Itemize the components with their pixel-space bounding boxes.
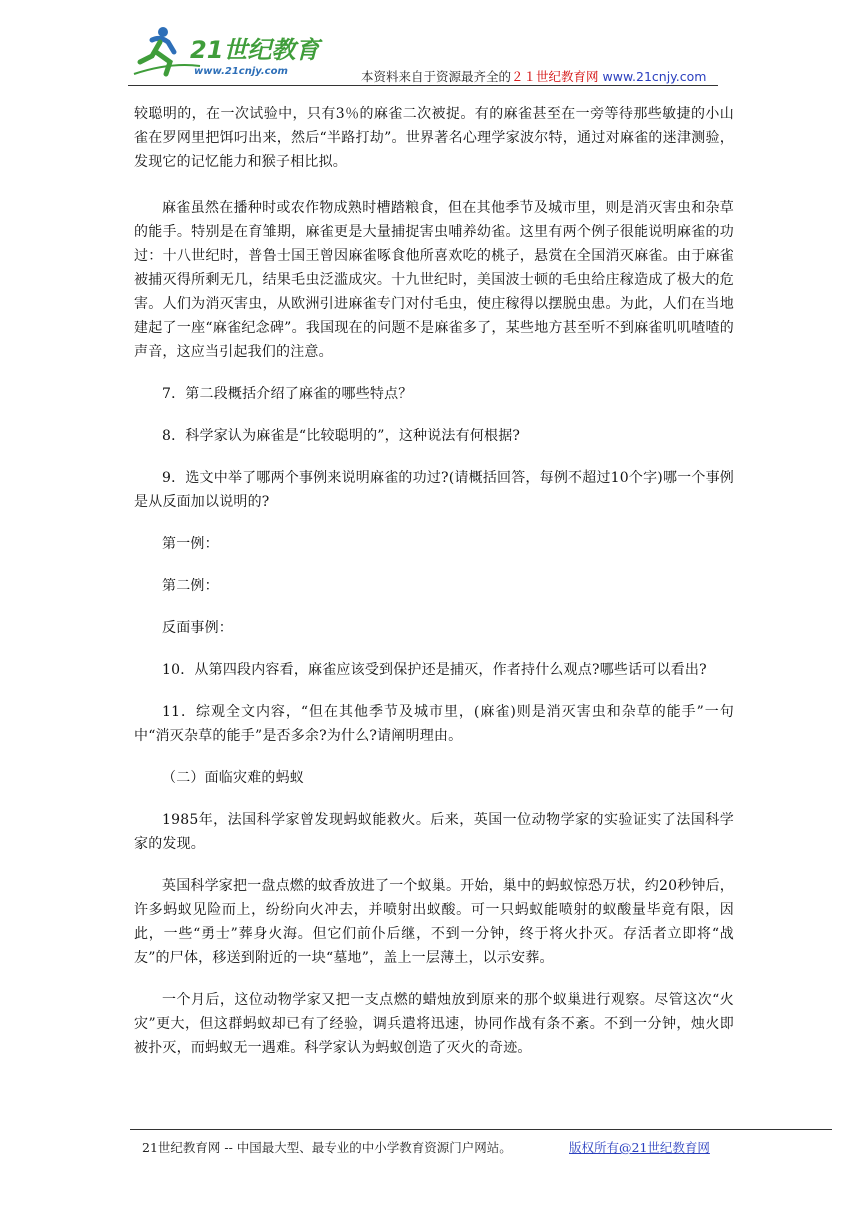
header-site-link[interactable]: ２１世纪教育网 [511,69,599,84]
paragraph-ants-candle: 一个月后，这位动物学家又把一支点燃的蜡烛放到原来的那个蚁巢进行观察。尽管这次“火灾”更大，但这群蚂蚁却已有了经验，调兵遣将迅速，协同作战有条不紊。不到一分钟，烛火即被扑灭，而蚂蚁无一遇难。科学家认为蚂蚁创造了灭火的奇迹。 [134,992,734,1056]
footer-site-text: 21世纪教育网 -- 中国最大型、最专业的中小学教育资源门户网站。 [142,1140,512,1155]
header-divider [128,85,718,86]
section-title-ants: （二）面临灾难的蚂蚁 [162,770,304,786]
header-note-prefix: 本资料来自于资源最齐全的 [361,69,512,84]
question-10: 10．从第四段内容看，麻雀应该受到保护还是捕灭，作者持什么观点?哪些话可以看出? [162,662,707,678]
paragraph-ants-experiment: 英国科学家把一盘点燃的蚊香放进了一个蚁巢。开始，巢中的蚂蚁惊恐万状，约20秒钟后，许多蚂蚁见险而上，纷纷向火冲去，并喷射出蚁酸。可一只蚂蚁能喷射的蚁酸量毕竟有限，因此，一些“勇士”葬身火海。但它们前仆后继，不到一分钟，终于将火扑灭。存活者立即将“战友”的尸体，移送到附近的一块“墓地”，盖上一层薄土，以示安葬。 [134,878,735,966]
document-body [134,102,734,1060]
footer-divider [130,1129,832,1130]
answer-second-example: 第二例： [162,578,219,594]
question-8: 8．科学家认为麻雀是“比较聪明的”，这种说法有何根据? [162,428,521,444]
logo-url: www.21cnjy.com [194,66,288,77]
paragraph-sparrow-merits: 麻雀虽然在播种时或农作物成熟时槽踏粮食，但在其他季节及城市里，则是消灭害虫和杂草的能手。特别是在育雏期，麻雀更是大量捕捉害虫哺养幼雀。这里有两个例子很能说明麻雀的功过：十八世纪时，普鲁士国王曾因麻雀啄食他所喜欢吃的桃子，悬赏在全国消灭麻雀。由于麻雀被捕灭得所剩无几，结果毛虫泛滥成灾。十九世纪时，美国波士顿的毛虫给庄稼造成了极大的危害。人们为消灭害虫，从欧洲引进麻雀专门对付毛虫，使庄稼得以摆脱虫患。为此，人们在当地建起了一座“麻雀纪念碑”。我国现在的问题不是麻雀多了，某些地方甚至听不到麻雀叽叽喳喳的声音，这应当引起我们的注意。 [134,200,734,360]
footer-copyright-link[interactable]: 版权所有@21世纪教育网 [569,1140,710,1155]
question-9: 9．选文中举了哪两个事例来说明麻雀的功过?(请概括回答，每例不超过10个字)哪一个事例是从反面加以说明的? [134,470,734,510]
header-note [361,67,706,85]
answer-first-example: 第一例： [162,536,219,552]
page-header [0,0,860,92]
site-logo[interactable] [130,22,340,86]
paragraph-continued: 较聪明的，在一次试验中，只有3％的麻雀二次被捉。有的麻雀甚至在一旁等待那些敏捷的小山雀在罗网里把饵叼出来，然后“半路打劫”。世界著名心理学家波尔特，通过对麻雀的迷津测验，发现它的记忆能力和猴子相比拟。 [134,106,734,170]
question-7: 7．第二段概括介绍了麻雀的哪些特点？ [162,386,413,402]
header-url-link[interactable]: www.21cnjy.com [602,69,707,84]
paragraph-ants-intro: 1985年，法国科学家曾发现蚂蚁能救火。后来，英国一位动物学家的实验证实了法国科学家的发现。 [134,812,734,852]
logo-text: 21世纪教育 [190,36,320,64]
question-11: 11．综观全文内容，“但在其他季节及城市里，(麻雀)则是消灭害虫和杂草的能手”一句中“消灭杂草的能手”是否多余?为什么?请阐明理由。 [134,704,734,744]
answer-negative-example: 反面事例： [162,620,233,636]
runner-logo-icon [130,22,340,86]
